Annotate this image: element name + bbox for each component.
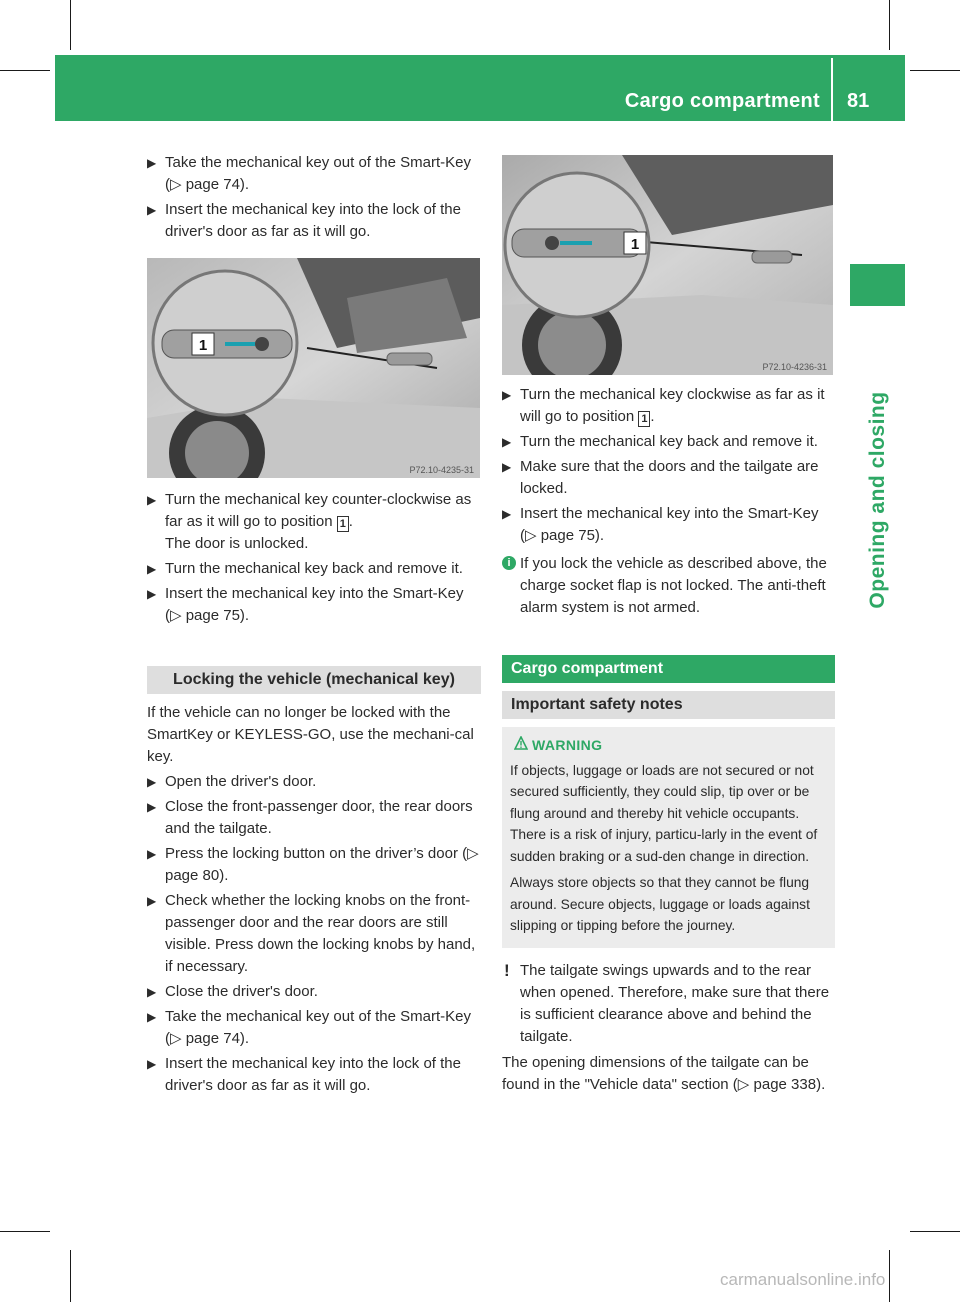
- step-arrow-icon: ▶: [147, 894, 157, 908]
- section-heading-locking: Locking the vehicle (mechanical key): [147, 666, 481, 694]
- crop-mark: [889, 1250, 890, 1302]
- section-intro: If the vehicle can no longer be locked with the SmartKey or KEYLESS-GO, use the mechani-cal key.: [147, 704, 474, 765]
- instruction-step: ▶ Insert the mechanical key into the lock of the driver's door as far as it will go.: [147, 201, 461, 240]
- step-arrow-icon: ▶: [502, 435, 512, 449]
- caution-icon: !: [504, 960, 510, 980]
- step-arrow-icon: ▶: [147, 847, 157, 861]
- crop-mark: [889, 0, 890, 50]
- crop-mark: [70, 1250, 71, 1302]
- instruction-step: ▶ Take the mechanical key out of the Smart-Key (▷ page 74).: [147, 1008, 471, 1047]
- chapter-label: Opening and closing: [866, 391, 889, 609]
- instruction-step: ▶ Insert the mechanical key into the lock of the driver's door as far as it will go.: [147, 1055, 461, 1094]
- section-heading-cargo: Cargo compartment: [502, 655, 835, 683]
- instruction-step: ▶ Turn the mechanical key back and remove it.: [147, 558, 481, 580]
- figure-callout: 1: [630, 236, 640, 253]
- instruction-step: ▶ Insert the mechanical key into the Smart-Key (▷ page 75).: [147, 585, 464, 624]
- step-arrow-icon: ▶: [147, 775, 157, 789]
- instruction-step: ▶ Insert the mechanical key into the Smart-Key (▷ page 75).: [502, 505, 819, 544]
- instruction-step: ▶ Turn the mechanical key clockwise as far as it will go to position 1 .: [502, 386, 825, 425]
- page-title: Cargo compartment: [624, 90, 820, 112]
- step-arrow-icon: ▶: [147, 587, 157, 601]
- step-arrow-icon: ▶: [502, 507, 512, 521]
- warning-box: [502, 727, 835, 948]
- header-separator: [831, 58, 833, 121]
- step-arrow-icon: ▶: [502, 460, 512, 474]
- step-arrow-icon: ▶: [147, 156, 157, 170]
- instruction-step: ▶ Close the front-passenger door, the rear doors and the tailgate.: [147, 798, 473, 837]
- right-column: [502, 155, 835, 1099]
- instruction-step: ▶ Take the mechanical key out of the Smart-Key (▷ page 74).: [147, 154, 471, 193]
- watermark: carmanualsonline.info: [720, 1270, 886, 1289]
- crop-mark: [70, 0, 71, 50]
- position-key-icon: 1: [638, 411, 650, 427]
- step-arrow-icon: ▶: [147, 493, 157, 507]
- crop-mark: [910, 1231, 960, 1232]
- page-number: 81: [847, 90, 870, 112]
- figure-callout: 1: [198, 337, 208, 354]
- instruction-step: ▶ Open the driver's door.: [147, 771, 481, 793]
- left-column: [147, 152, 481, 1100]
- instruction-step: ▶ Close the driver's door.: [147, 981, 481, 1003]
- crop-mark: [0, 70, 50, 71]
- figure-door-lock-driver: [147, 258, 480, 478]
- instruction-step: ▶ Check whether the locking knobs on the front-passenger door and the rear doors are still visible. Press down the locking knobs by hand, if necessary.: [147, 892, 476, 975]
- warning-triangle-icon: [514, 736, 528, 750]
- step-arrow-icon: ▶: [147, 203, 157, 217]
- subsection-heading-safety: Important safety notes: [502, 691, 835, 719]
- position-key-icon: 1: [337, 516, 349, 532]
- step-arrow-icon: ▶: [147, 1057, 157, 1071]
- step-arrow-icon: ▶: [502, 388, 512, 402]
- figure-door-lock-passenger: [502, 155, 833, 375]
- chapter-tab-marker: [850, 264, 905, 306]
- crop-mark: [0, 1231, 50, 1232]
- instruction-step: ▶ Turn the mechanical key counter-clockwise as far as it will go to position 1 . The door is unlocked.: [147, 491, 472, 552]
- warning-text: Always store objects so that they cannot be flung around. Secure objects, luggage or loads against slipping or tipping before the journey.: [510, 875, 810, 933]
- step-arrow-icon: ▶: [147, 985, 157, 999]
- step-arrow-icon: ▶: [147, 562, 157, 576]
- info-note: i If you lock the vehicle as described above, the charge socket flap is not locked. The anti-theft alarm system is not armed.: [502, 553, 835, 619]
- car-door-illustration: [147, 258, 480, 478]
- car-door-illustration: [502, 155, 833, 375]
- section-outro: The opening dimensions of the tailgate can be found in the "Vehicle data" section (▷ page 338).: [502, 1053, 826, 1093]
- warning-heading: WARNING: [510, 735, 827, 757]
- warning-text: If objects, luggage or loads are not secured or not secured sufficiently, they could slip, tip over or be flung around and thereby hit vehicle occupants. There is a risk of injury, particu-larly in the event of sudden braking or a sud-den change in direction.: [510, 762, 818, 864]
- figure-code: P72.10-4235-31: [409, 465, 474, 475]
- instruction-step: ▶ Make sure that the doors and the tailgate are locked.: [502, 458, 819, 497]
- figure-code: P72.10-4236-31: [762, 362, 827, 372]
- crop-mark: [910, 70, 960, 71]
- instruction-step: ▶ Press the locking button on the driver’s door (▷ page 80).: [147, 845, 479, 884]
- info-icon: i: [502, 556, 516, 570]
- step-arrow-icon: ▶: [147, 800, 157, 814]
- caution-note: ! The tailgate swings upwards and to the rear when opened. Therefore, make sure that there is sufficient clearance above and behind the tailgate.: [504, 960, 830, 1045]
- step-arrow-icon: ▶: [147, 1010, 157, 1024]
- instruction-step: ▶ Turn the mechanical key back and remove it.: [502, 431, 835, 453]
